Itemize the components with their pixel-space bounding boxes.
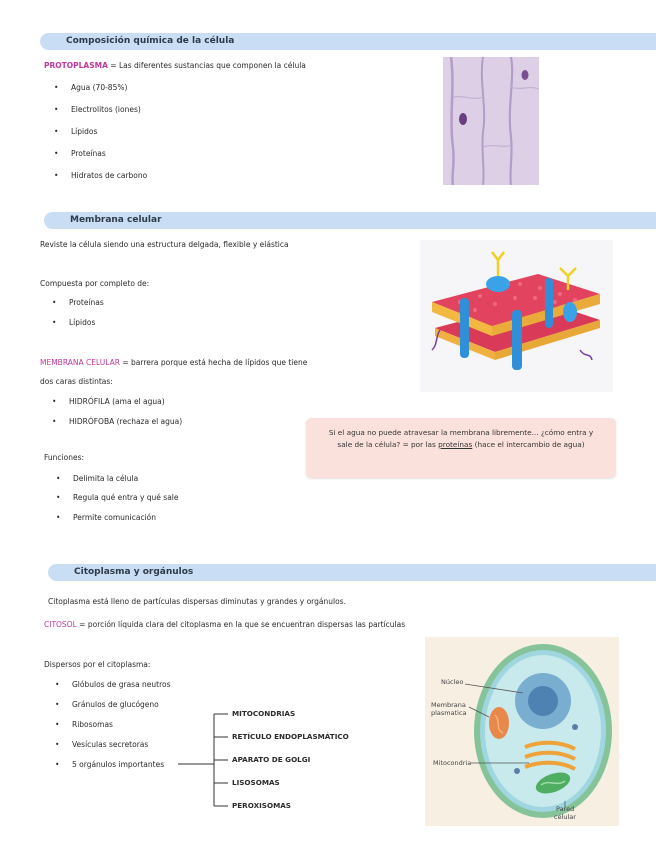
membrane-intro: Reviste la célula siendo una estructura delgada, flexible y elástica (40, 240, 289, 249)
organelle-item: APARATO DE GOLGI (232, 755, 311, 764)
label-nucleus: Núcleo (441, 678, 464, 686)
list-item: • Proteínas (71, 149, 106, 158)
cytosol-term: CITOSOL (44, 620, 77, 629)
cytoplasm-intro: Citoplasma está lleno de partículas dispersas diminutas y grandes y orgánulos. (48, 597, 346, 606)
dispersed-label: Dispersos por el citoplasma: (44, 660, 151, 669)
cytosol-definition (44, 620, 405, 629)
composed-label: Compuesta por completo de: (40, 279, 150, 288)
list-item: • HIDRÓFILA (ama el agua) (69, 397, 165, 406)
callout-text-2: (hace el intercambio de agua) (474, 440, 585, 449)
organelle-item: LISOSOMAS (232, 778, 280, 787)
membrane-def-2: dos caras distintas: (40, 377, 113, 386)
membrane-term: MEMBRANA CELULAR (40, 358, 120, 367)
cell-diagram-graphic (425, 637, 619, 826)
protoplasm-def: = Las diferentes sustancias que componen la célula (110, 61, 306, 70)
list-item: • Glóbulos de grasa neutros (72, 680, 171, 689)
list-item: • Ribosomas (72, 720, 113, 729)
callout-text-1: Si el agua no puede atravesar la membrana libremente... ¿cómo entra y sale de la célula? = por las (328, 428, 594, 449)
organelle-bracket (178, 710, 228, 810)
organelle-item: RETÍCULO ENDOPLASMÁTICO (232, 732, 349, 741)
list-item: • Electrolitos (iones) (71, 105, 141, 114)
label-mitochondria: Mitocondria (433, 759, 472, 767)
membrane-illustration (420, 240, 613, 392)
label-wall-2: celular (554, 813, 576, 821)
label-wall-1: Pared (556, 805, 575, 813)
section-header-cytoplasm: Citoplasma y orgánulos (48, 564, 656, 581)
list-item: • HIDRÓFOBA (rechaza el agua) (69, 417, 182, 426)
cell-diagram (425, 637, 619, 826)
membrane-definition (40, 358, 307, 367)
list-item: • Proteínas (69, 298, 104, 307)
protoplasm-term: PROTOPLASMA (44, 61, 108, 70)
list-item: • Vesículas secretoras (72, 740, 148, 749)
organelle-item: PEROXISOMAS (232, 801, 291, 810)
list-item: • Delimita la célula (73, 474, 138, 483)
list-item: • Regula qué entra y qué sale (73, 493, 179, 502)
list-item: • Lípidos (71, 127, 97, 136)
section-header-composition: Composición química de la célula (40, 33, 656, 50)
list-item: • 5 orgánulos importantes (72, 760, 164, 769)
cytosol-def: = porción líquida clara del citoplasma en la que se encuentran dispersas las partículas (79, 620, 406, 629)
label-membrane-1: Membrana (431, 701, 466, 709)
section-header-membrane: Membrana celular (44, 212, 656, 229)
organelle-item: MITOCONDRIAS (232, 709, 296, 718)
list-item: • Gránulos de glucógeno (72, 700, 159, 709)
protoplasm-definition (44, 61, 306, 70)
list-item: • Permite comunicación (73, 513, 156, 522)
functions-label: Funciones: (44, 453, 85, 462)
list-item: • Hidratos de carbono (71, 171, 147, 180)
list-item: • Lípidos (69, 318, 95, 327)
label-membrane-2: plasmatica (431, 709, 467, 717)
list-item: • Agua (70-85%) (71, 83, 127, 92)
membrane-def-1: = barrera porque está hecha de lípidos que tiene (122, 358, 308, 367)
water-callout (306, 418, 616, 478)
cell-micrograph-image (443, 57, 539, 185)
callout-link: proteínas (438, 440, 473, 449)
